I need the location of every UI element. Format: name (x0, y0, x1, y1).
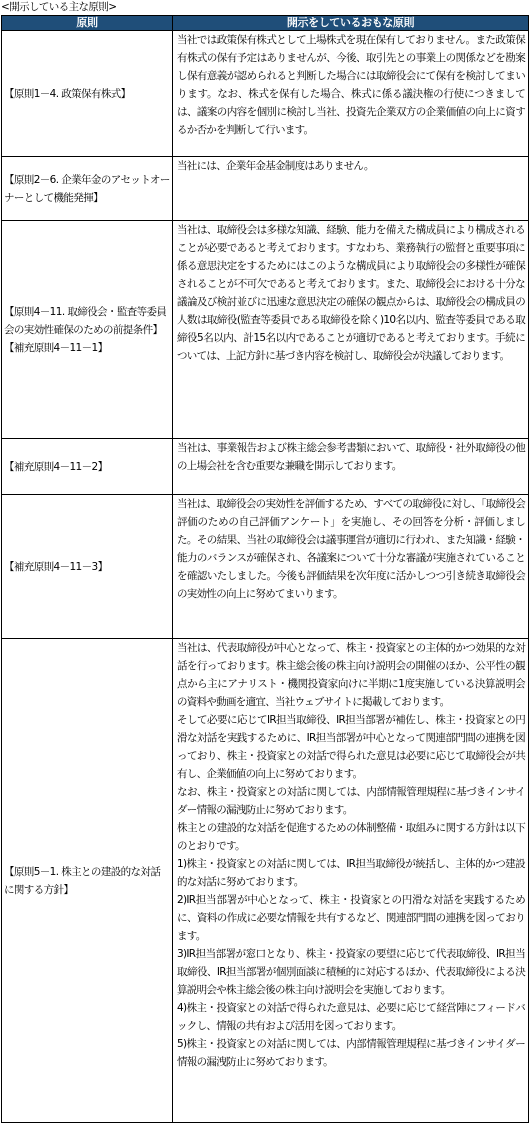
content-paragraph: 1)株主・投資家との対話に関しては、IR担当取締役が統括し、主体的かつ建設的な対話に努めております。 (177, 858, 525, 888)
principle-label: 【原則5－1. 株主との建設的な対話に関する方針】 (4, 865, 161, 896)
content-paragraph: 当社には、企業年金基金制度はありません。 (177, 160, 374, 172)
header-principle: 原則 (2, 16, 173, 31)
content-paragraph: そして必要に応じてIR担当取締役、IR担当部署が補佐し、株主・投資家との円滑な対話を実践するために、IR担当部署が中心となって関連部門間の連携を図っており、株主・投資家との対話で得られた意見は必要に応じて取締役会が共有し、企業価値の向上に努めております。 (177, 714, 525, 780)
table-row (2, 439, 529, 495)
principle-label: 【原則2－6. 企業年金のアセットオーナーとして機能発揮】 (4, 173, 170, 204)
content-cell (173, 495, 529, 639)
content-cell (173, 639, 529, 1123)
table-caption: <開示している主な原則> (1, 1, 117, 13)
principle-label: 【原則1－4. 政策保有株式】 (4, 87, 131, 100)
content-paragraph: 当社は、事業報告および株主総会参考書類において、取締役・社外取締役の他の上場会社を含む重要な兼職を開示しております。 (177, 442, 525, 472)
table-row (2, 495, 529, 639)
principle-cell (2, 439, 173, 495)
content-paragraph: 株主との建設的な対話を促進するための体制整備・取組みに関する方針は以下のとおりです。 (177, 822, 525, 852)
content-paragraph: 当社は、取締役会の実効性を評価するため、すべての取締役に対し、「取締役会評価のための自己評価アンケート」を実施し、その回答を分析・評価しました。その結果、当社の取締役会は議事運営が適切に行われ、また知識・経験・能力のバランスが確保され、各議案について十分な審議が実施されていることを確認いたしました。今後も評価結果を次年度に活かしつつ引き続き取締役会の実効性の向上に努めてまいります。 (177, 498, 525, 600)
content-cell (173, 31, 529, 157)
content-cell (173, 157, 529, 221)
table-row (2, 221, 529, 439)
principle-cell (2, 221, 173, 439)
principle-label: 【補充原則4－11－1】 (4, 341, 108, 354)
table-row (2, 157, 529, 221)
principle-cell (2, 31, 173, 157)
content-cell (173, 221, 529, 439)
content-paragraph: 5)株主・投資家との対話に関しては、内部情報管理規程に基づきインサイダー情報の漏洩防止に努めております。 (177, 1038, 525, 1068)
principle-label: 【原則4－11. 取締役会・監査等委員会の実効性確保のための前提条件】 (4, 305, 167, 336)
content-paragraph: 当社は、代表取締役が中心となって、株主・投資家との主体的かつ効果的な対話を行っております。株主総会後の株主向け説明会の開催のほか、公平性の観点から主にアナリスト・機関投資家向けに半期に1度実施している決算説明会の資料や動画を適宜、当社ウェブサイトに掲載しております。 (177, 642, 525, 708)
content-paragraph: 4)株主・投資家との対話で得られた意見は、必要に応じて経営陣にフィードバックし、情報の共有および活用を図っております。 (177, 1002, 525, 1032)
table-header-row (2, 16, 529, 31)
content-paragraph: 2)IR担当部署が中心となって、株主・投資家との円滑な対話を実践するために、資料の作成に必要な情報を共有するなど、関連部門間の連携を図っております。 (177, 894, 525, 942)
header-disclosed-principles: 開示をしているおもな原則 (173, 16, 529, 31)
content-paragraph: なお、株主・投資家との対話に関しては、内部情報管理規程に基づきインサイダー情報の漏洩防止に努めております。 (177, 786, 525, 816)
table-row (2, 31, 529, 157)
principle-label: 【補充原則4－11－2】 (4, 460, 108, 473)
table-row (2, 639, 529, 1123)
principle-cell (2, 157, 173, 221)
principle-cell (2, 639, 173, 1123)
principles-table (1, 15, 529, 1123)
content-cell (173, 439, 529, 495)
content-paragraph: 当社は、取締役会は多様な知識、経験、能力を備えた構成員により構成されることが必要であると考えております。すなわち、業務執行の監督と重要事項に係る意思決定をするためにはこのような構成員により取締役会の多様性が確保されることが不可欠であると考えております。また、取締役会における十分な議論及び検討並びに迅速な意思決定の確保の観点からは、取締役会の構成員の人数は取締役(監査等委員である取締役を除く)10名以内、監査等委員である取締役5名以内、計15名以内であることが適切であると考えております。手続については、上記方針に基づき内容を検討し、取締役会が決議しております。 (177, 224, 525, 362)
content-paragraph: 当社では政策保有株式として上場株式を現在保有しておりません。また政策保有株式の保有予定はありませんが、今後、取引先との事業上の関係などを勘案し保有意義が認められると判断した場合には取締役会にて保有を検討してまいります。なお、株式を保有した場合、株式に係る議決権の行使につきましては、議案の内容を個別に検討し当社、投資先企業双方の企業価値の向上に資するか否かを判断して行います。 (177, 34, 525, 136)
principle-label: 【補充原則4－11－3】 (4, 560, 108, 573)
content-paragraph: 3)IR担当部署が窓口となり、株主・投資家の要望に応じて代表取締役、IR担当取締役、IR担当部署が個別面談に積極的に対応するほか、代表取締役による決算説明会や株主総会後の株主向け説明会を実施しております。 (177, 948, 525, 996)
principle-cell (2, 495, 173, 639)
